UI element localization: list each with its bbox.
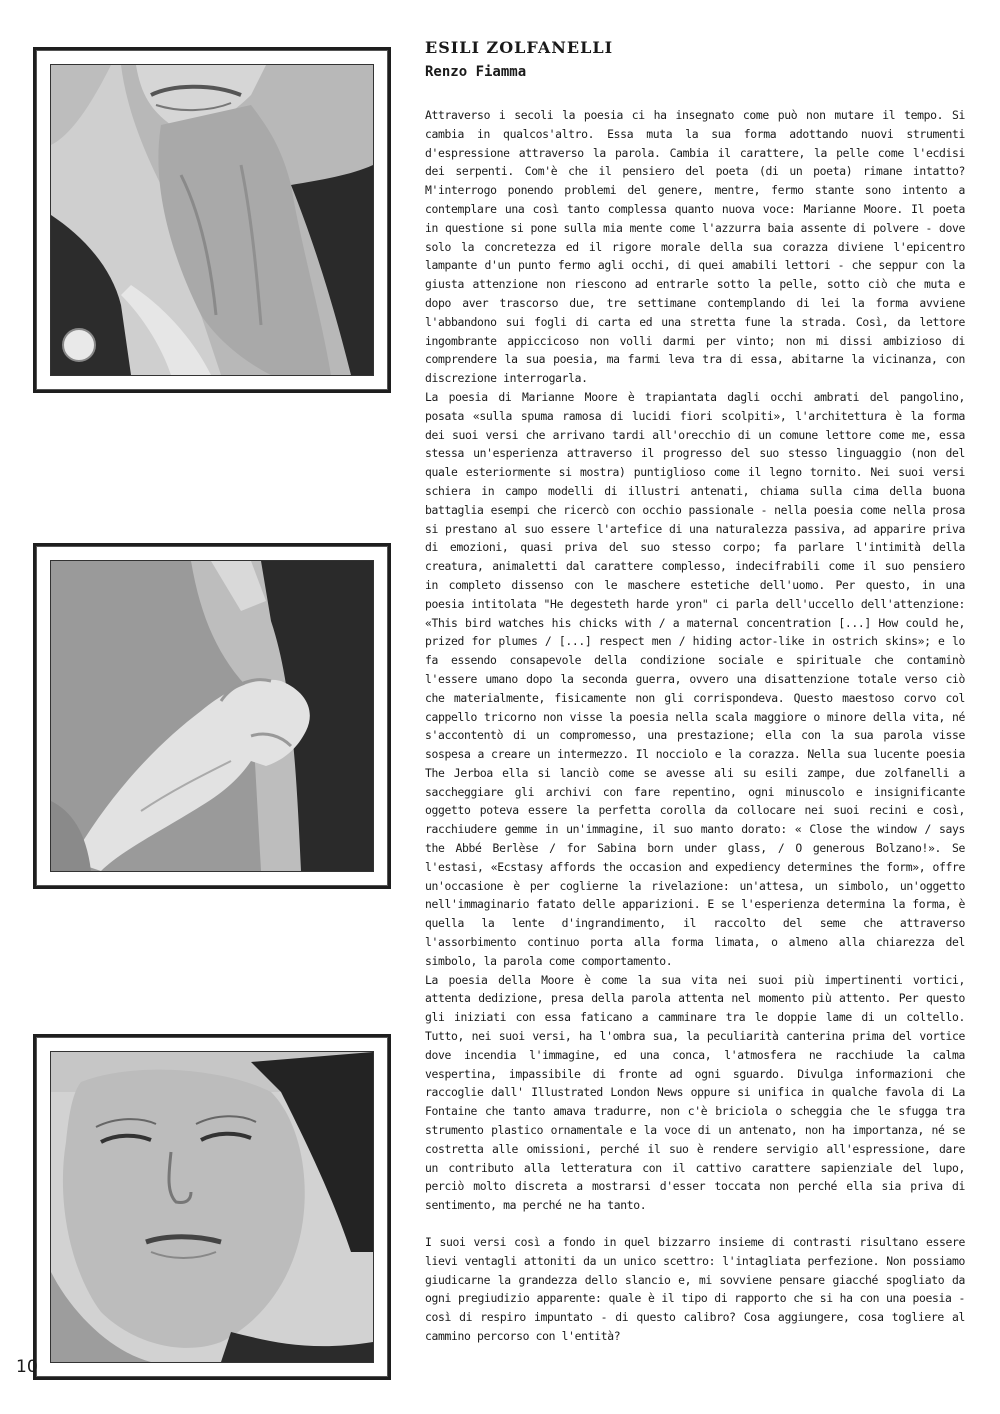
paragraph-4: I suoi versi così a fondo in quel bizzarro insieme di contrasti risultano essere lievi ventagli attoniti da un unico scettro: l'intagliata perfezione. Non possiamo giudicarne la grandezza dello slancio e, mi sovviene pensare giacché spogliato da ogni pregiudizio apparente: quale è il tipo di rapporto che si ha con una poesia - così di respiro impuntato - di questo calibro? Cosa aggiungere, cosa togliere al cammino percorso con l'entità? <box>425 1235 965 1343</box>
photo-frame-face <box>33 1034 391 1380</box>
paragraph-2: La poesia di Marianne Moore è trapiantata dagli occhi ambrati del pangolino, posata «sulla spuma ramosa di lucidi fiori scolpiti», l'architettura è la forma dei suoi versi che arrivano tardi all'orecchio di un comune lettore come me, essa stessa un'esperienza attraverso il progresso del suo stesso linguaggio (non del quale esteriormente si mostra) puntiglioso come il legno tornito. Nei suoi versi schiera in campo modelli di illustri antenati, chiama sulla cima della buona battaglia esempi che ricercò con occhio passionale - nella poesia come nella prosa si prestano al suo essere l'artefice di una naturalezza passiva, ad apparire priva di emozioni, quasi priva del suo stesso corpo; fa parlare l'intimità della creatura, animaletti dal carattere complesso, indecifrabili come il suo pensiero in completo dissenso con le maschere estetiche dell'uomo. Per questo, in una poesia intitolata "He degesteth harde yron" ci parla dell'uccello dell'attenzione: «This bird watches his chicks with / a maternal concentration [...] How could he, prized for plumes / [...] respect men / hiding actor-like in ostrich skins»; e lo fa essendo consapevole della condizione sociale e spirituale che contaminò l'essere umano dopo la seconda guerra, ovvero una disattenzione totale verso ciò che materialmente, fisicamente non gli corrispondeva. Questo maestoso corvo col cappello tricorno non visse la poesia nella scala maggiore o minore della vita, né s'accontentò di un compromesso, una prestazione; ella con la sua parola visse sospesa a creare un intermezzo. Il nocciolo e la corazza. Nella sua lucente poesia The Jerboa ella si lanciò come se avesse ali su esili zampe, due zolfanelli a saccheggiare gli archivi con fare repentino, ogni minuscolo e insignificante oggetto poteva essere la perfetta corolla da collocare nei suoi recini e così, racchiudere gemme in un'immagine, il suo manto dorato: « Close the window / says the Abbé Berlèse / for Sabina born under glass, / O generous Bolzano!». Se l'estasi, «Ecstasy affords the occasion and expediency determines the form», offre un'occasione è per coglierne la rivelazione: un'attesa, un simbolo, un'oggetto nell'immaginario fatato delle apparizioni. E se l'esperienza determina la forma, è quella la lente d'ingrandimento, il raccolto del seme che attraverso l'assorbimento continuo porta alla forma limata, o almeno alla chiarezza del simbolo, la parola come comportamento. <box>425 389 965 968</box>
paragraph-3: La poesia della Moore è come la sua vita nei suoi più impertinenti vortici, attenta dedizione, presa della parola attenta nel momento più attento. Per questo gli iniziati con essa faticano a camminare tra le doppie lame di un coltello. Tutto, nei suoi versi, ha l'ombra sua, la peculiarità canterina prima del vortice dove incendia l'immagine, ed una conca, l'atmosfera ne racchiude la calma vespertina, impassibile di fronte ad ogni sguardo. Divulga informazioni che raccoglie dall' Illustrated London News oppure si unifica in qualche favola di La Fontaine che tanto amava tradurre, non c'è briciola o scheggia che le sfugga tra strumento plastico ornamentale e la voce di un antenato, non ha importanza, né se costretta alle omissioni, perché il suo è rendere servigio all'espressione, dare un contributo alla letteratura con il cattivo carattere sapienziale del lupo, perciò molto discreta a mostrarsi d'esser toccata non perché ella sia priva di sentimento, ma perché ne ha tanto. <box>425 972 965 1213</box>
article-title: ESILI ZOLFANELLI <box>425 38 614 57</box>
page-number: 10 <box>16 1357 38 1377</box>
photo-frame-hand <box>33 543 391 889</box>
photo-hand <box>50 560 374 872</box>
photo-face <box>50 1051 374 1363</box>
photo-frame-neck <box>33 47 391 393</box>
article-author: Renzo Fiamma <box>425 64 527 80</box>
photo-neck <box>50 64 374 376</box>
article-body <box>425 106 965 1346</box>
paragraph-1: Attraverso i secoli la poesia ci ha insegnato come può non mutare il tempo. Si cambia in qualcos'altro. Essa muta la sua forma adottando nuovi strumenti d'espressione attraverso la parola. Cambia il carattere, la pelle come l'ecdisi dei serpenti. Com'è che il pensiero del poeta (di un poeta) rimane intatto? M'interrogo ponendo problemi del genere, mentre, fermo stante sono intento a contemplare una così tanto complessa quanto nuova voce: Marianne Moore. Il poeta in questione si pone sulla mia mente come l'azzurra baia assente di polvere - dove solo la concretezza ed il rigore morale della sua corazza diviene l'epicentro lampante d'un punto fermo agli occhi, di quei amabili lettori - che seppur con la giusta attenzione non riescono ad entrarle sotto la pelle, sotto ciò che muta e dopo aver trascorso due, tre settimane contemplando di lei la forma avviene l'abbandono sui fogli di carta ed una stretta fune la strada. Così, da lettore ingombrante appiccicoso non volli darmi per vinto; non mi dissi ambizioso di comprendere la sua poesia, ma farmi leva tra di essa, abitarne la vicinanza, con discrezione interrogarla. <box>425 108 965 386</box>
